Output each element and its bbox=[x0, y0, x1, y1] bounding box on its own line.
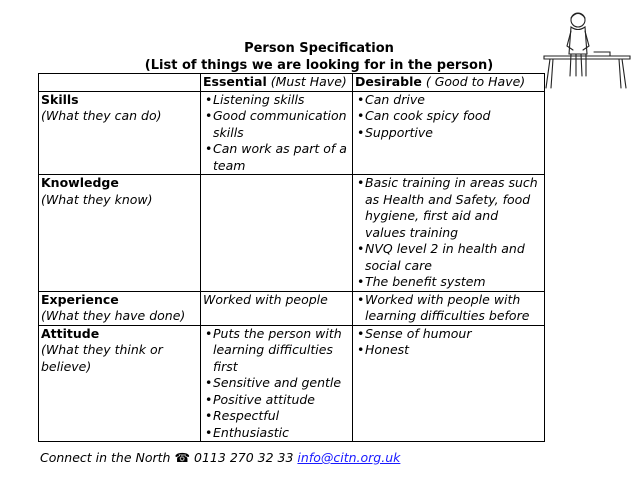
list-item: •Can drive bbox=[357, 91, 425, 107]
desirable-note: ( Good to Have) bbox=[425, 74, 526, 89]
table-row-skills bbox=[39, 91, 545, 175]
category-label: Skills bbox=[41, 91, 79, 107]
essential-cell bbox=[201, 291, 353, 325]
email-link[interactable]: info@citn.org.uk bbox=[297, 450, 401, 465]
essential-cell bbox=[201, 175, 353, 292]
essential-note: (Must Have) bbox=[270, 74, 347, 89]
list-item: •Sensitive and gentle bbox=[205, 375, 342, 390]
header-desirable bbox=[353, 74, 545, 92]
list-item: •Basic training in areas such as Health and Safety, food hygiene, first aid and values training bbox=[357, 175, 538, 240]
essential-text: Worked with people bbox=[203, 291, 328, 307]
person-specification-table bbox=[38, 73, 545, 442]
desirable-label: Desirable bbox=[355, 74, 422, 89]
list-item: •Can work as part of a team bbox=[205, 141, 347, 173]
list-item: •NVQ level 2 in health and social care bbox=[357, 241, 525, 273]
footer bbox=[40, 450, 400, 465]
table-row-experience bbox=[39, 291, 545, 325]
table-row-attitude bbox=[39, 325, 545, 442]
category-cell bbox=[39, 325, 201, 442]
header-essential bbox=[201, 74, 353, 92]
essential-cell bbox=[201, 325, 353, 442]
list-item: •Worked with people with learning difficulties before bbox=[357, 291, 530, 323]
list-item: •Positive attitude bbox=[205, 391, 315, 407]
list-item: •Supportive bbox=[357, 124, 433, 140]
page-subtitle: (List of things we are looking for in the person) bbox=[144, 58, 494, 73]
category-description: (What they think or believe) bbox=[41, 342, 163, 374]
page-title: Person Specification bbox=[244, 41, 394, 56]
list-item: •Can cook spicy food bbox=[357, 108, 491, 123]
list-item: •Enthusiastic bbox=[205, 424, 289, 440]
essential-label: Essential bbox=[203, 74, 267, 89]
list-item: •Puts the person with learning difficulties first bbox=[205, 325, 342, 374]
essential-cell bbox=[201, 91, 353, 175]
desirable-cell bbox=[353, 175, 545, 292]
desirable-cell bbox=[353, 91, 545, 175]
category-description: (What they have done) bbox=[41, 308, 186, 323]
table-row-knowledge bbox=[39, 175, 545, 292]
category-cell bbox=[39, 91, 201, 175]
desirable-cell bbox=[353, 325, 545, 442]
category-description: (What they know) bbox=[41, 191, 153, 207]
desirable-cell bbox=[353, 291, 545, 325]
category-cell bbox=[39, 175, 201, 292]
category-cell bbox=[39, 291, 201, 325]
phone-number: 0113 270 32 33 bbox=[194, 450, 294, 465]
list-item: •Respectful bbox=[205, 408, 280, 423]
category-label: Attitude bbox=[41, 325, 100, 341]
list-item: •Good communication skills bbox=[205, 108, 347, 140]
category-description: (What they can do) bbox=[41, 108, 162, 123]
category-label: Knowledge bbox=[41, 175, 119, 190]
person-at-desk-illustration bbox=[540, 4, 632, 92]
list-item: •Listening skills bbox=[205, 91, 305, 107]
header-empty-cell bbox=[39, 74, 201, 92]
category-label: Experience bbox=[41, 291, 119, 307]
table-header-row bbox=[39, 74, 545, 92]
list-item: •Sense of humour bbox=[357, 325, 472, 341]
phone-icon: ☎ bbox=[174, 450, 191, 465]
list-item: •The benefit system bbox=[357, 274, 486, 289]
organisation-name: Connect in the North bbox=[40, 450, 171, 465]
list-item: •Honest bbox=[357, 342, 410, 357]
